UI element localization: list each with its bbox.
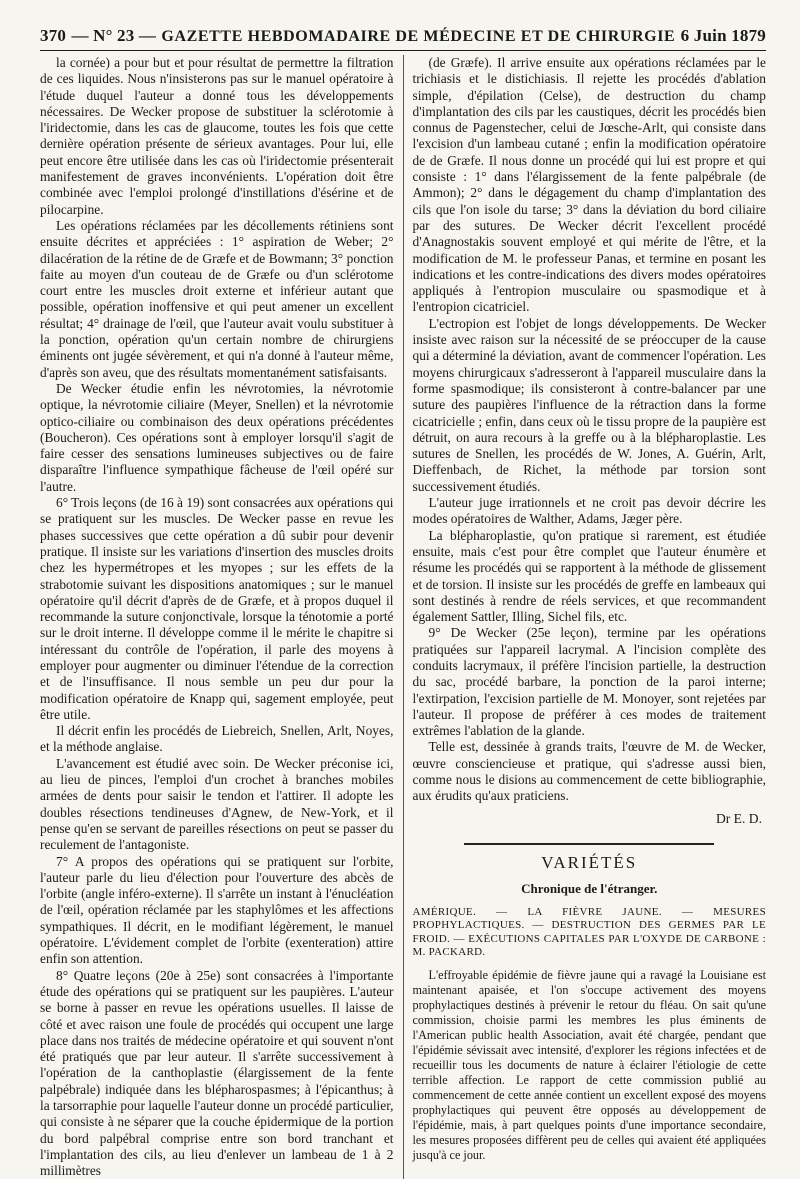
- header-rule: [40, 50, 766, 51]
- section-divider: [464, 843, 714, 845]
- article-summary: AMÉRIQUE. — LA FIÈVRE JAUNE. — MESURES PROPHYLACTIQUES. — DESTRUCTION DES GERMES PAR LE FROID. — EXÉCUTIONS CAPITALES PAR L'OXYDE DE CARBONE : M. PACKARD.: [412, 905, 766, 959]
- paragraph: L'auteur juge irrationnels et ne croit pas devoir décrire les modes opératoires de Walther, Adams, Jæger père.: [412, 495, 766, 527]
- two-column-body: [40, 55, 766, 1179]
- subsection-title: Chronique de l'étranger.: [521, 881, 658, 897]
- issue-number: — N° 23 —: [71, 26, 157, 45]
- paragraph: Il décrit enfin les procédés de Liebreich, Snellen, Arlt, Noyes, et la méthode anglaise.: [40, 723, 394, 755]
- paragraph: la cornée) a pour but et pour résultat de permettre la filtration de ces liquides. Nous n'insisterons pas sur le manuel opératoire à l'étude duquel l'auteur a donné tous les développements nécessaires. De Wecker propose de substituer la sclérotomie à l'iridectomie, dans les cas de glaucome, toutes les fois que cette dernière opération présente de sérieux avantages. Pour lui, elle peut encore être utilisée dans les cas où l'iridectomie présenterait manifestement de graves inconvénients. L'opération doit être combinée avec l'emploi prolongé d'instillations d'ésérine et de pilocarpine.: [40, 55, 394, 217]
- paragraph: Telle est, dessinée à grands traits, l'œuvre de M. de Wecker, œuvre consciencieuse et pratique, qui s'adresse aussi bien, comme nous le disions au commencement de cette bibliographie, aux érudits qu'aux praticiens.: [412, 739, 766, 804]
- right-column: [404, 55, 767, 1179]
- paragraph: 8° Quatre leçons (20e à 25e) sont consacrées à l'importante étude des opérations qui se pratiquent sur les paupières. L'auteur se borne à passer en revue les opérations usuelles. Il laisse de côté et avec raison une foule de procédés qui occupent une large place dans nos traités de médecine opératoire et qui souvent n'ont été pratiqués que par leur auteur. Il s'arrête successivement à l'opération de la canthoplastie (élargissement de la fente palpébrale) indiquée dans les blépharospasmes; à l'épicanthus; à la tarsorraphie pour laquelle l'auteur donne un procédé particulier, qui consiste à ne séparer que la couche épidermique de la portion du bord palpébral comprise entre son bord tranchant et l'implantation des cils, au lieu d'enlever un lambeau de 1 à 2 millimètres: [40, 967, 394, 1179]
- author-signature: Dr E. D.: [715, 810, 762, 826]
- paragraph: De Wecker étudie enfin les névrotomies, la névrotomie optique, la névrotomie ciliaire (Meyer, Snellen) et la névrotomie optico-ciliaire ou combinaison des deux opérations précédentes (Boucheron). Ces opérations sont à employer lorsqu'il s'agit de faire cesser des sensations lumineuses subjectives ou de faire disparaître l'influence sympathique fâcheuse de l'œil opéré sur l'autre.: [40, 380, 394, 494]
- paragraph: 9° De Wecker (25e leçon), termine par les opérations pratiquées sur l'appareil lacrymal. A l'incision complète des conduits lacrymaux, il préfère l'incision partielle, la destruction du sac, procédé barbare, la ponction de la paroi interne; l'extirpation, l'excision partielle de M. Monoyer, sont rejetées par l'auteur. Il propose de préférer à ces modes de traitement extrêmes l'ablation de la glande.: [412, 625, 766, 739]
- left-column: [40, 55, 404, 1179]
- paragraph: La blépharoplastie, qu'on pratique si rarement, est étudiée ensuite, mais c'est pour être complet que l'auteur énumère et résume les procédés qui se rapportent à la méthode de glissement et de torsion. Il insiste sur les procédés de greffe en lambeaux qui sont destinés à rendre de réels services, et que recommandent également Sattler, Illing, Sichel fils, etc.: [412, 527, 766, 625]
- page-number: 370: [40, 26, 67, 45]
- paragraph: 7° A propos des opérations qui se pratiquent sur l'orbite, l'auteur parle du lieu d'élection pour l'ouverture des abcès de l'orbite (angle inféro-externe). Il s'arrête un instant à l'énucléation de l'œil, opération réclamée par les staphylômes et les affections sympathiques. Il décrit, en le modifiant légèrement, le manuel opératoire. L'évidement complet de l'orbite (exenteration) attire enfin son attention.: [40, 853, 394, 967]
- paragraph: L'effroyable épidémie de fièvre jaune qui a ravagé la Louisiane est maintenant apaisée, et l'on s'occupe activement des moyens prophylactiques destinés à prévenir le retour du fléau. On sait qu'une commission, choisie parmi les membres les plus éminents de l'American public health Association, avait été chargée, pendant que l'épidémie sévissait avec intensité, d'explorer les régions infectées et de recueillir tous les documents de nature à éclairer l'étiologie de cette terrible affection. Le rapport de cette commission publié au commencement de cette année contient un excellent exposé des moyens prophylactiques qui peuvent être opposés au développement de l'épidémie, mais, à part quelques points d'une importance secondaire, les mesures proposées diffèrent peu de celles qui avaient été appliquées jusqu'à ce jour.: [412, 967, 766, 1162]
- issue-date: 6 Juin 1879: [680, 26, 766, 45]
- paragraph: L'ectropion est l'objet de longs développements. De Wecker insiste avec raison sur la nécessité de se préoccuper de la cause qui a déterminé la déviation, avant de commencer l'opération. Les moyens chirurgicaux s'adresseront à l'appareil musculaire dans la forme spasmodique; ils consisteront à contre-balancer par une suture des paupières l'influence de la rétraction dans la forme cicatricielle ; enfin, dans ceux où le tissu propre de la paupière est détruit, on aura recours à la greffe ou à la blépharoplastie. Les sutures de Snellen, les procédés de W. Jones, A. Guérin, Arlt, Dieffenbach, de Richet, la méthode par torsion sont successivement étudiés.: [412, 315, 766, 494]
- article-body: [413, 968, 767, 1163]
- paragraph: L'avancement est étudié avec soin. De Wecker préconise ici, au lieu de pinces, l'emploi d'un crochet à branches mobiles armées de dents pour saisir le tendon et l'attirer. Il adopte les doubles résections tendineuses d'Agnew, de New-York, et il pense qu'en se servant de pareilles résections on peut se passer du reculement de l'antagoniste.: [40, 755, 394, 853]
- running-header: [40, 26, 766, 50]
- paragraph: (de Græfe). Il arrive ensuite aux opérations réclamées par le trichiasis et le distichiasis. Il rejette les procédés d'ablation simple, d'épilation (Celse), de destruction du champ d'implantation des cils par les caustiques, décrit les procédés bien connus de Pagenstecher, celui de Jœsche-Arlt, qui consiste dans l'excision d'un lambeau cutané ; enfin la modification opératoire de de Græfe. Il nous donne un procédé qui lui est propre et qui consiste : 1° dans l'élargissement de la fente palpébrale (de Ammon); 2° dans le dégagement du champ d'implantation des cils que l'on isole du tarse; 3° dans la déviation du bord ciliaire par des sutures. De Wecker décrit l'excellent procédé d'Anagnostakis souvent employé et qui mérite de l'être, et la modification de M. le professeur Panas, et termine en posant les indications et les contre-indications des divers modes opératoires appliqués à l'entropion musculaire ou spasmodique et à l'entropion cicatriciel.: [412, 55, 766, 315]
- journal-title: GAZETTE HEBDOMADAIRE DE MÉDECINE ET DE CHIRURGIE: [161, 28, 676, 45]
- paragraph: 6° Trois leçons (de 16 à 19) sont consacrées aux opérations qui se pratiquent sur les muscles. De Wecker passe en revue les phases successives que cette opération a dû subir pour devenir pratique. Il insiste sur les variations d'insertion des muscles droits chez les hypermétropes et les myopes ; sur les effets de la strabotomie suivant les dispositions anatomiques ; sur le manuel opératoire qu'il décrit d'après de de Græfe, et à propos duquel il recommande la suture conjonctivale, lorsque la ténotomie a porté sur le droit interne. Il développe comme il le mérite le chapitre si intéressant du contrôle de l'opération, il parle des moyens à employer pour augmenter ou diminuer l'étendue de la correction et de l'insuffisance. Il nous semble un peu dur pour la modification opératoire de Knapp qui, sagement employée, peut être utile.: [40, 495, 394, 722]
- paragraph: Les opérations réclamées par les décollements rétiniens sont ensuite décrites et appréciées : 1° aspiration de Weber; 2° dilacération de la rétine de de Græfe et de Bowmann; 3° ponction faite au moyen d'un couteau de de Græfe ou d'un sclérotome court entre les muscles droit externe et inférieur autant que possible, opération inoffensive et qui peut amener un excellent résultat; 4° drainage de l'œil, que l'auteur avait voulu substituer à la ponction, opération qu'un certain nombre de chirurgiens éminents ont jugée sévèrement, et qui n'a donné à l'auteur même, d'après son aveu, que des résultats momentanément satisfaisants.: [40, 217, 394, 380]
- section-title: VARIÉTÉS: [541, 852, 638, 872]
